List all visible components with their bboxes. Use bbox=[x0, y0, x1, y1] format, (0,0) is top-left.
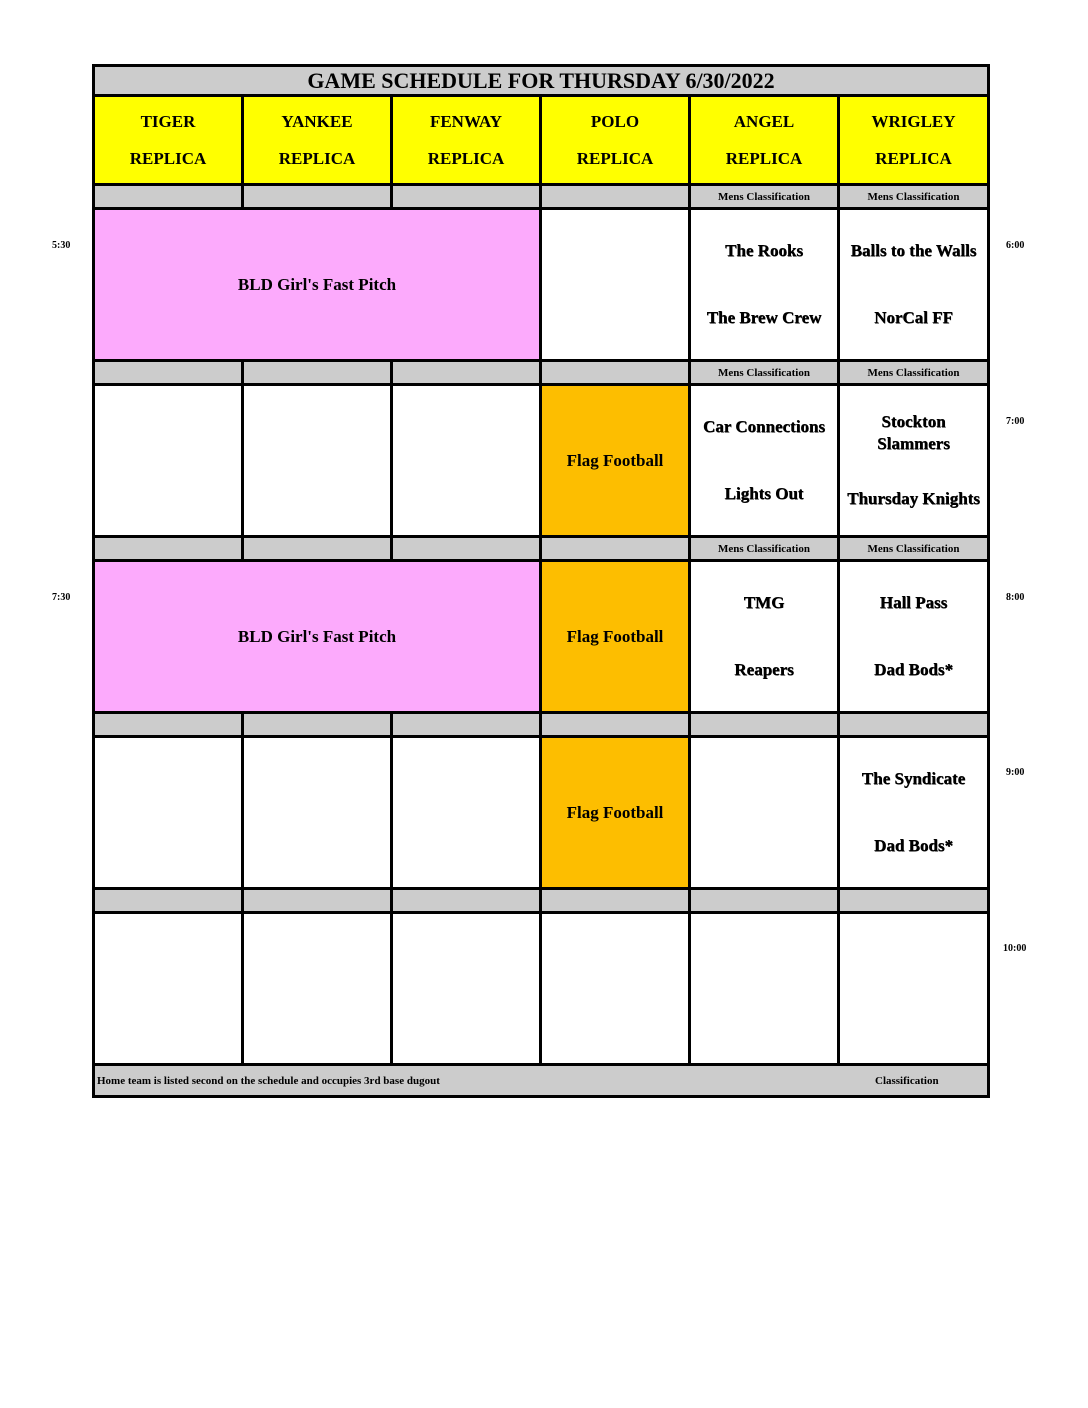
home-team: Dad Bods* bbox=[874, 659, 953, 679]
fast-pitch-block: BLD Girl's Fast Pitch bbox=[92, 559, 542, 714]
classification-label: Mens Classification bbox=[837, 183, 990, 210]
gray-bar bbox=[241, 535, 393, 562]
game-slot bbox=[837, 735, 990, 890]
classification-label: Mens Classification bbox=[837, 535, 990, 562]
field-header-tiger bbox=[92, 94, 244, 186]
home-team: Dad Bods* bbox=[874, 835, 953, 855]
gray-bar bbox=[92, 183, 244, 210]
field-header-polo bbox=[539, 94, 691, 186]
gray-bar bbox=[390, 887, 542, 914]
empty-slot bbox=[92, 911, 244, 1066]
empty-slot bbox=[390, 383, 542, 538]
field-name: YANKEE bbox=[281, 111, 353, 131]
empty-slot bbox=[241, 735, 393, 890]
gray-bar bbox=[241, 183, 393, 210]
schedule-title: GAME SCHEDULE FOR THURSDAY 6/30/2022 bbox=[92, 64, 990, 97]
gray-bar bbox=[390, 535, 542, 562]
footer-classification: Classification bbox=[875, 1074, 939, 1087]
game-slot bbox=[837, 559, 990, 714]
time-label: 9:00 bbox=[1006, 767, 1025, 778]
home-team: The Brew Crew bbox=[706, 307, 822, 327]
gray-bar bbox=[390, 711, 542, 738]
field-header-wrigley bbox=[837, 94, 990, 186]
game-slot bbox=[837, 207, 990, 362]
away-team: Car Connections bbox=[703, 417, 825, 437]
away-team: Stockton Slammers bbox=[877, 411, 950, 453]
time-label: 10:00 bbox=[1003, 943, 1027, 954]
gray-bar bbox=[837, 711, 990, 738]
field-sub: REPLICA bbox=[278, 148, 356, 168]
classification-label: Mens Classification bbox=[688, 183, 840, 210]
footer-bar bbox=[92, 1063, 990, 1098]
gray-bar bbox=[688, 711, 840, 738]
away-team: Balls to the Walls bbox=[850, 241, 977, 261]
gray-bar bbox=[539, 535, 691, 562]
field-name: FENWAY bbox=[429, 111, 503, 131]
gray-bar bbox=[539, 887, 691, 914]
empty-slot bbox=[539, 207, 691, 362]
classification-label: Mens Classification bbox=[688, 359, 840, 386]
game-slot bbox=[837, 383, 990, 538]
gray-bar bbox=[241, 887, 393, 914]
gray-bar bbox=[390, 183, 542, 210]
gray-bar bbox=[539, 359, 691, 386]
gray-bar bbox=[92, 535, 244, 562]
empty-slot bbox=[390, 911, 542, 1066]
game-slot bbox=[688, 207, 840, 362]
time-label: 7:30 bbox=[52, 592, 71, 603]
empty-slot bbox=[92, 383, 244, 538]
time-label: 7:00 bbox=[1006, 416, 1025, 427]
gray-bar bbox=[92, 887, 244, 914]
classification-label: Mens Classification bbox=[837, 359, 990, 386]
fast-pitch-block: BLD Girl's Fast Pitch bbox=[92, 207, 542, 362]
field-sub: REPLICA bbox=[725, 148, 803, 168]
flag-football-block: Flag Football bbox=[539, 383, 691, 538]
field-name: POLO bbox=[590, 111, 640, 131]
field-sub: REPLICA bbox=[576, 148, 654, 168]
gray-bar bbox=[241, 359, 393, 386]
footer-note: Home team is listed second on the schedule and occupies 3rd base dugout bbox=[97, 1074, 440, 1087]
empty-slot bbox=[241, 383, 393, 538]
field-sub: REPLICA bbox=[427, 148, 505, 168]
gray-bar bbox=[92, 359, 244, 386]
flag-football-block: Flag Football bbox=[539, 735, 691, 890]
gray-bar bbox=[539, 711, 691, 738]
gray-bar bbox=[390, 359, 542, 386]
field-name: WRIGLEY bbox=[871, 111, 956, 131]
game-slot bbox=[688, 383, 840, 538]
field-header-angel bbox=[688, 94, 840, 186]
game-slot bbox=[688, 559, 840, 714]
home-team: Reapers bbox=[734, 659, 794, 679]
empty-slot bbox=[688, 911, 840, 1066]
gray-bar bbox=[688, 887, 840, 914]
empty-slot bbox=[539, 911, 691, 1066]
away-team: The Syndicate bbox=[861, 769, 966, 789]
field-sub: REPLICA bbox=[129, 148, 207, 168]
time-label: 8:00 bbox=[1006, 592, 1025, 603]
gray-bar bbox=[837, 887, 990, 914]
away-team: Hall Pass bbox=[879, 593, 948, 613]
time-label: 6:00 bbox=[1006, 240, 1025, 251]
home-team: Lights Out bbox=[724, 483, 804, 503]
home-team: NorCal FF bbox=[874, 307, 953, 327]
field-name: ANGEL bbox=[733, 111, 795, 131]
empty-slot bbox=[241, 911, 393, 1066]
away-team: TMG bbox=[743, 593, 785, 613]
empty-slot bbox=[837, 911, 990, 1066]
away-team: The Rooks bbox=[725, 241, 803, 261]
field-header-yankee bbox=[241, 94, 393, 186]
field-header-fenway bbox=[390, 94, 542, 186]
time-label: 5:30 bbox=[52, 240, 71, 251]
gray-bar bbox=[92, 711, 244, 738]
empty-slot bbox=[390, 735, 542, 890]
empty-slot bbox=[92, 735, 244, 890]
field-sub: REPLICA bbox=[875, 148, 952, 168]
gray-bar bbox=[241, 711, 393, 738]
home-team: Thursday Knights bbox=[847, 489, 980, 509]
classification-label: Mens Classification bbox=[688, 535, 840, 562]
flag-football-block: Flag Football bbox=[539, 559, 691, 714]
gray-bar bbox=[539, 183, 691, 210]
field-name: TIGER bbox=[140, 111, 196, 131]
empty-slot bbox=[688, 735, 840, 890]
